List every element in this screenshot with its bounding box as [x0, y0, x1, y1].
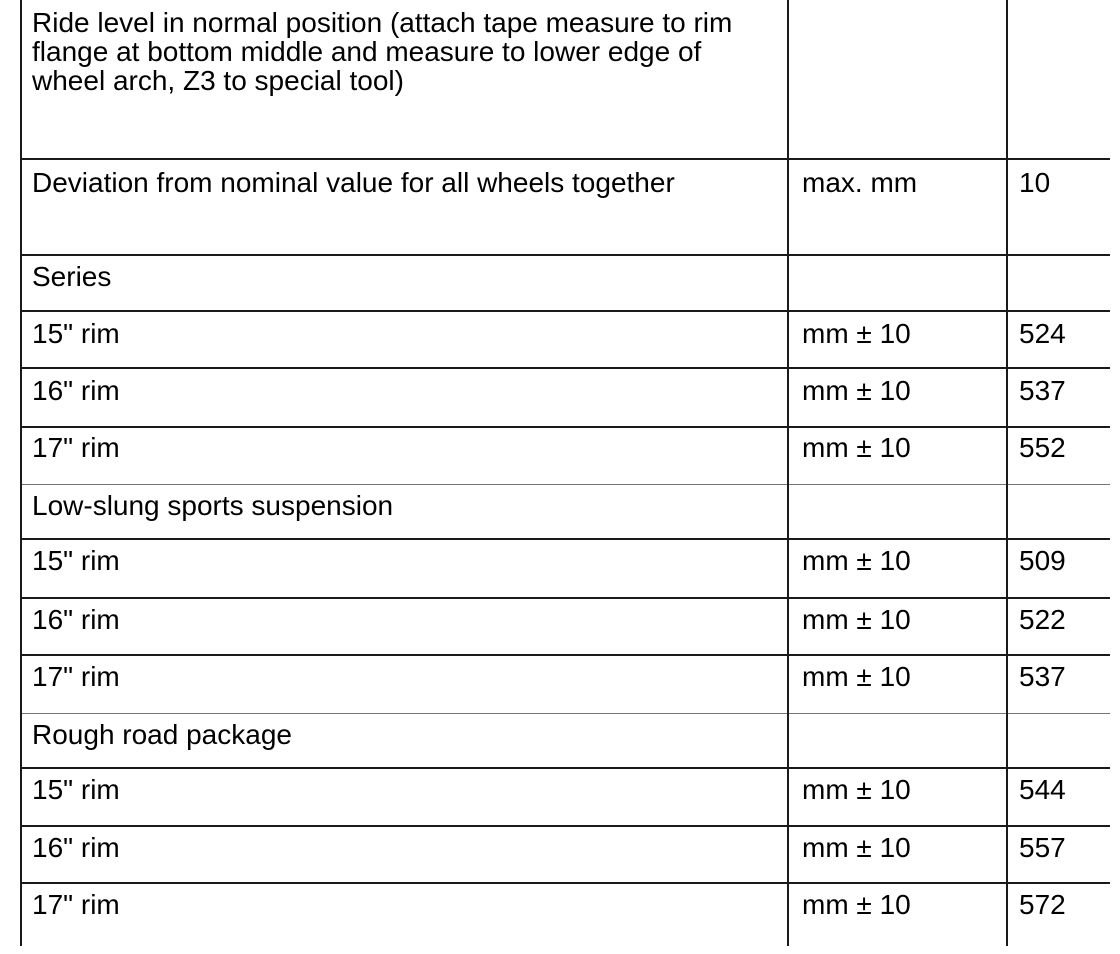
row-divider: [20, 484, 1110, 485]
row-divider: [20, 767, 1110, 769]
table-border-value-column: [1006, 0, 1008, 946]
group-heading-series: Series: [32, 261, 112, 292]
table-border-unit-column: [787, 0, 789, 946]
row-divider: [20, 538, 1110, 540]
row-divider: [20, 367, 1110, 369]
row-label: 15" rim: [32, 545, 120, 576]
row-value: 572: [1019, 889, 1066, 920]
row-value: 524: [1019, 318, 1066, 349]
row-divider: [20, 310, 1110, 312]
row-unit: mm ± 10: [802, 432, 911, 463]
row-label: 17" rim: [32, 432, 120, 463]
row-unit: mm ± 10: [802, 318, 911, 349]
row-unit: mm ± 10: [802, 889, 911, 920]
deviation-description: Deviation from nominal value for all wheels together: [32, 167, 675, 198]
row-value: 537: [1019, 661, 1066, 692]
group-heading-low-slung: Low-slung sports suspension: [32, 490, 394, 521]
row-value: 522: [1019, 604, 1066, 635]
row-divider: [20, 158, 1110, 160]
row-unit: mm ± 10: [802, 545, 911, 576]
row-label: 16" rim: [32, 375, 120, 406]
row-label: 16" rim: [32, 832, 120, 863]
row-value: 509: [1019, 545, 1066, 576]
deviation-unit: max. mm: [802, 167, 918, 198]
row-divider: [20, 825, 1110, 827]
row-label: 17" rim: [32, 661, 120, 692]
row-value: 544: [1019, 774, 1066, 805]
row-unit: mm ± 10: [802, 604, 911, 635]
row-divider: [20, 254, 1110, 256]
row-label: 15" rim: [32, 318, 120, 349]
intro-description: Ride level in normal position (attach tape measure to rim flange at bottom middle and measure to lower edge of wheel arch, Z3 to special tool): [32, 7, 733, 96]
row-value: 537: [1019, 375, 1066, 406]
row-divider: [20, 713, 1110, 714]
row-divider: [20, 882, 1110, 884]
group-heading-rough-road: Rough road package: [32, 719, 292, 750]
row-divider: [20, 597, 1110, 599]
row-value: 557: [1019, 832, 1066, 863]
row-unit: mm ± 10: [802, 661, 911, 692]
row-label: 17" rim: [32, 889, 120, 920]
row-label: 15" rim: [32, 774, 120, 805]
row-value: 552: [1019, 432, 1066, 463]
deviation-value: 10: [1019, 167, 1051, 198]
row-label: 16" rim: [32, 604, 120, 635]
row-unit: mm ± 10: [802, 832, 911, 863]
row-unit: mm ± 10: [802, 774, 911, 805]
table-border-left: [20, 0, 22, 946]
row-unit: mm ± 10: [802, 375, 911, 406]
row-divider: [20, 426, 1110, 428]
row-divider: [20, 654, 1110, 656]
